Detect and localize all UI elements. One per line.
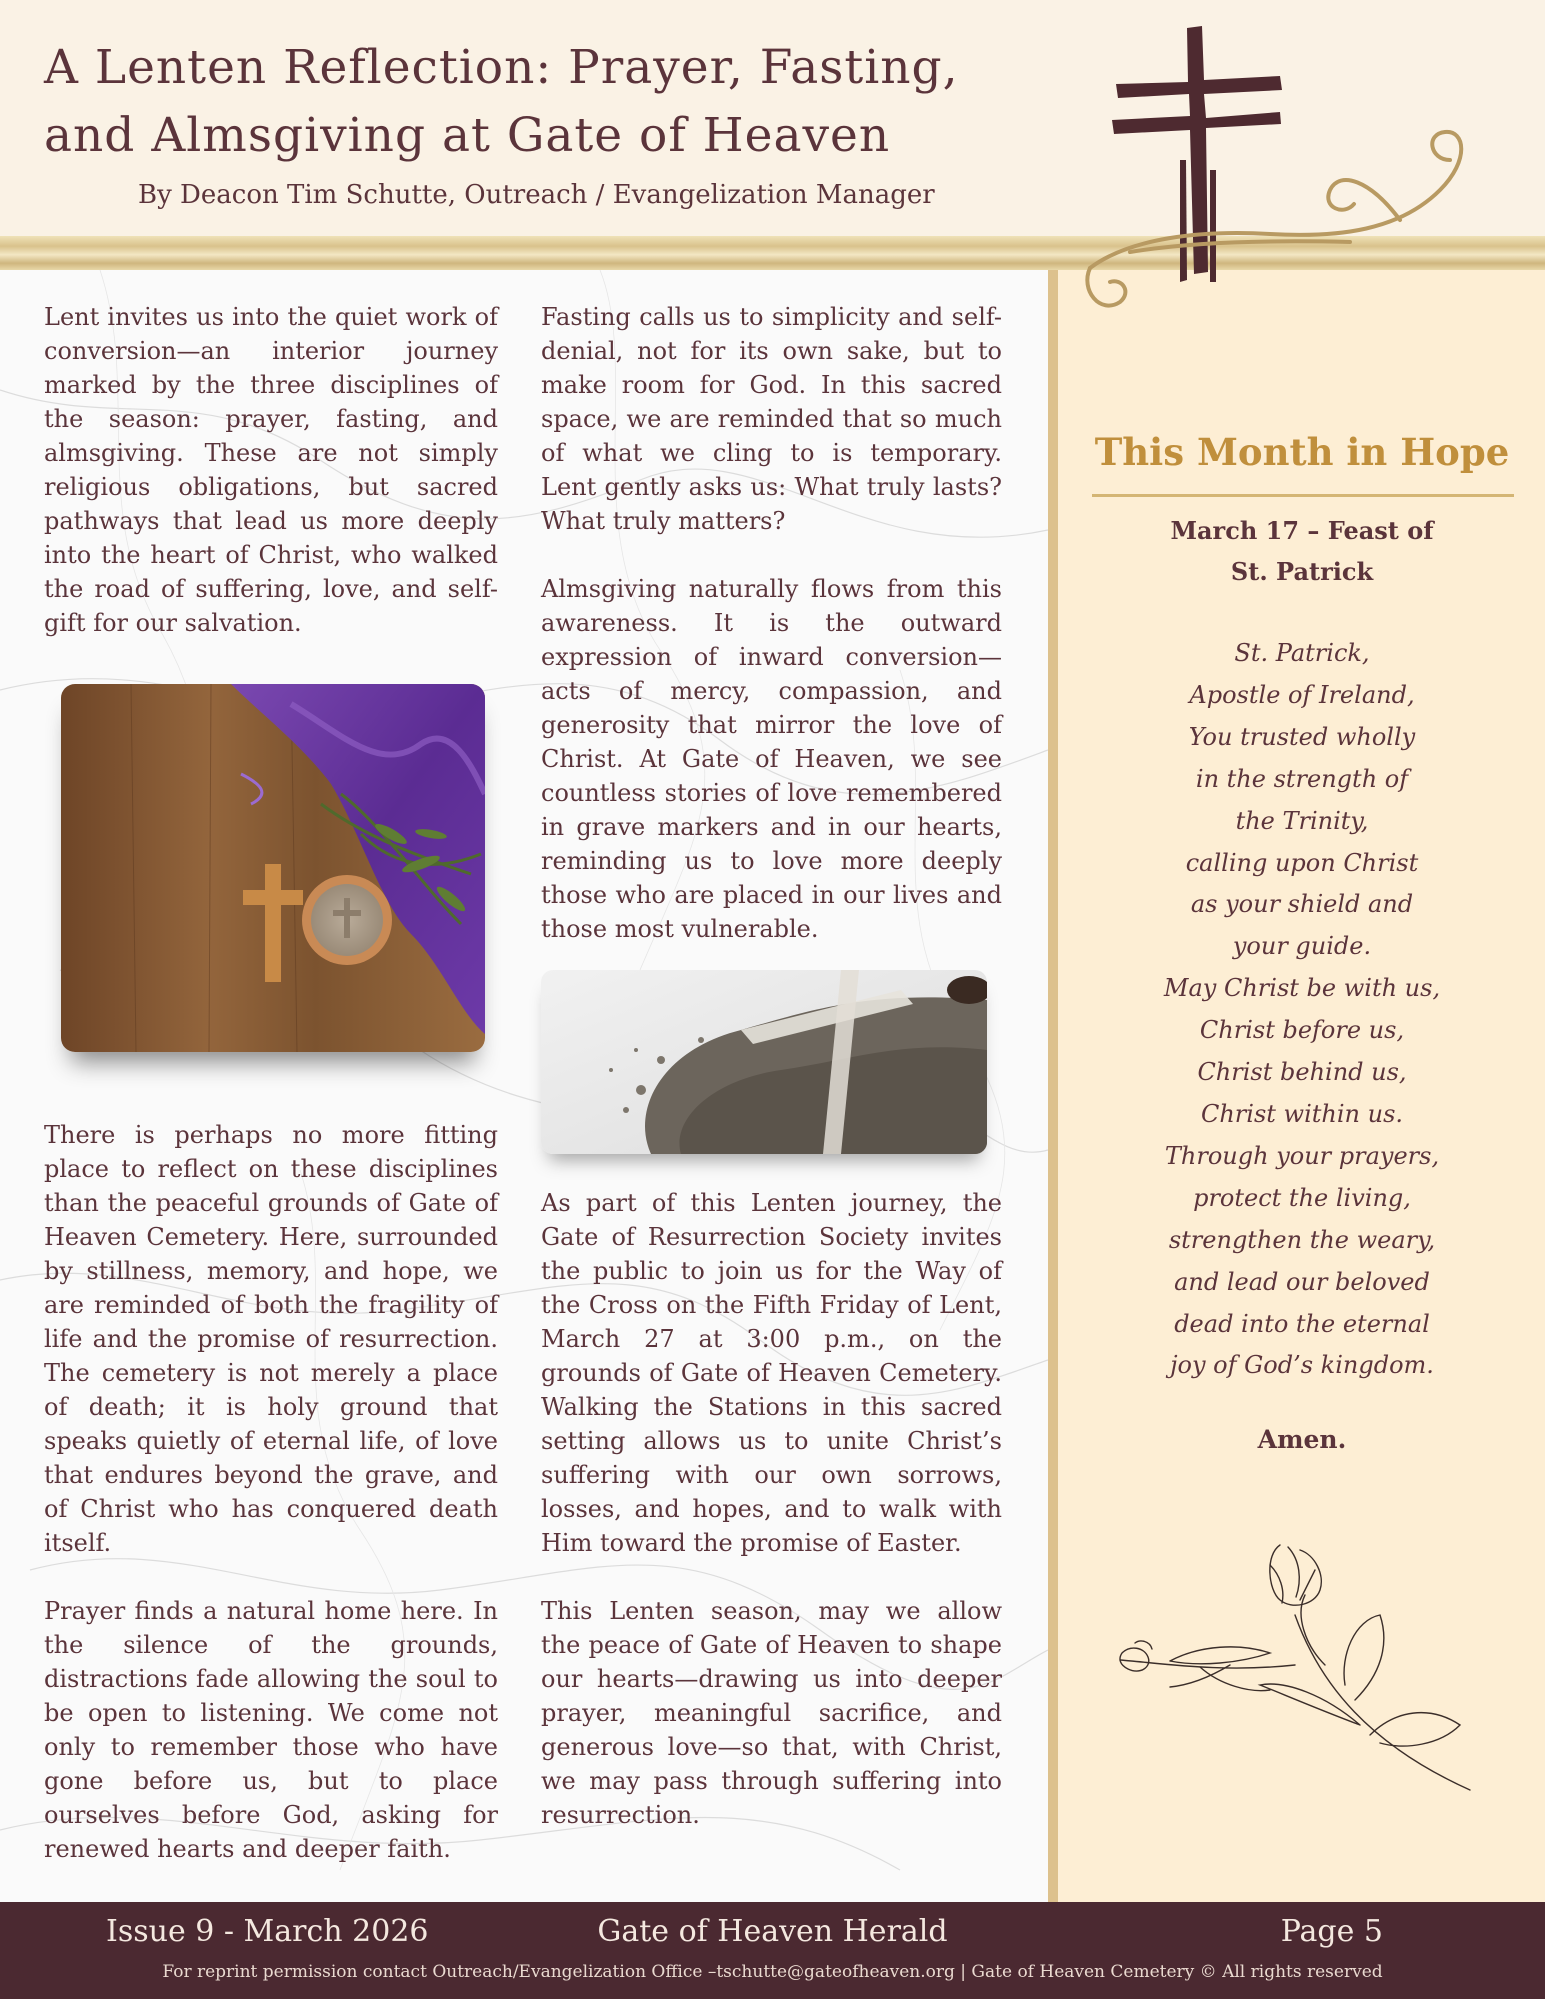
prayer-line: strengthen the weary, [1168,1225,1436,1254]
prayer-line: in the strength of [1195,764,1409,793]
sidebar-title: This Month in Hope [1094,430,1510,474]
vertical-divider [1048,270,1058,1902]
feast-saint: St. Patrick [1230,557,1374,586]
prayer-line: Apostle of Ireland, [1189,680,1415,709]
prayer-line: Through your prayers, [1164,1141,1440,1170]
reprint-notice: For reprint permission contact Outreach/Evangelization Office –tschutte@gateofheaven.org | Gate of Heaven Cemetery © All rights reserved [162,1962,1383,1982]
lent-cross-ashes-photo [61,684,485,1052]
sidebar-title-rule [1092,494,1514,497]
article-column-1-top [44,300,498,640]
paragraph-lent-intro: Lent invites us into the quiet work of conversion—an interior journey marked by the three disciplines of the season: prayer, fasting, and almsgiving. These are not simply religious obligations, but sacred pathways that lead us more deeply into the heart of Christ, who walked the road of suffering, love, and self-gift for our salvation. [44,303,498,637]
prayer-line: Christ behind us, [1197,1058,1407,1087]
paragraph-cemetery: There is perhaps no more fitting place to reflect on these disciplines than the peaceful grounds of Gate of Heaven Cemetery. Here, surrounded by stillness, memory, and hope, we are reminded of both the fragility of life and the promise of resurrection. The cemetery is not merely a place of death; it is holy ground that speaks quietly of eternal life, of love that endures beyond the grave, and of Christ who has conquered death itself. [44,1121,498,1557]
prayer-line: your guide. [1232,932,1372,961]
prayer-line: protect the living, [1193,1183,1411,1212]
prayer-line: Christ within us. [1200,1099,1404,1128]
prayer-line: Christ before us, [1199,1016,1405,1045]
prayer-amen: Amen. [1257,1425,1347,1454]
ash-cross-photo [541,970,987,1154]
paragraph-prayer: Prayer finds a natural home here. In the silence of the grounds, distractions fade allowing the soul to be open to listening. We come not only to remember those who have gone before us, but to place ourselves before God, asking for renewed hearts and deeper faith. [44,1597,498,1863]
title-line-2: and Almsgiving at Gate of Heaven [44,108,891,163]
tulip-flower-icon [1110,1535,1490,1795]
st-patrick-prayer [1102,633,1502,1387]
prayer-line: dead into the eternal [1174,1309,1430,1338]
prayer-line: St. Patrick, [1234,639,1370,667]
prayer-line: joy of God’s kingdom. [1170,1351,1434,1380]
prayer-line: You trusted wholly [1188,722,1416,751]
prayer-line: calling upon Christ [1185,848,1419,877]
article-column-1-bottom [44,1118,498,1866]
publication-name: Gate of Heaven Herald [597,1914,948,1949]
prayer-line: May Christ be with us, [1163,974,1441,1003]
issue-label: Issue 9 - March 2026 [106,1914,429,1949]
article-byline: By Deacon Tim Schutte, Outreach / Evangelization Manager [138,180,935,210]
feast-date: March 17 – Feast of [1170,516,1434,545]
article-title [44,34,1044,170]
paragraph-almsgiving: Almsgiving naturally flows from this awareness. It is the outward expression of inward conversion—acts of mercy, compassion, and generosity that mirror the love of Christ. At Gate of Heaven, we see countless stories of love remembered in grave markers and in our hearts, reminding us to love more deeply those who are placed in our lives and those most vulnerable. [541,575,1002,943]
paragraph-way-of-cross: As part of this Lenten journey, the Gate of Resurrection Society invites the public to join us for the Way of the Cross on the Fifth Friday of Lent, March 27 at 3:00 p.m., on the grounds of Gate of Heaven Cemetery. Walking the Stations in this sacred setting allows us to unite Christ’s suffering with our own sorrows, losses, and hopes, and to walk with Him toward the promise of Easter. [541,1189,1002,1557]
paragraph-fasting: Fasting calls us to simplicity and self-denial, not for its own sake, but to make room for God. In this sacred space, we are reminded that so much of what we cling to is temporary. Lent gently asks us: What truly lasts? What truly matters? [541,303,1002,535]
title-line-1: A Lenten Reflection: Prayer, Fasting, [44,40,959,95]
paragraph-closing: This Lenten season, may we allow the peace of Gate of Heaven to shape our hearts—drawing us into deeper prayer, meaningful sacrifice, and generous love—so that, with Christ, we may pass through suffering into resurrection. [541,1597,1002,1829]
feast-heading [1112,510,1492,592]
article-column-2-bottom [541,1186,1002,1832]
prayer-line: as your shield and [1190,890,1414,919]
prayer-line: and lead our beloved [1174,1267,1430,1296]
cross-flourish-icon [1070,20,1490,320]
article-column-2-top [541,300,1002,946]
page-number: Page 5 [1280,1914,1383,1949]
prayer-line: the Trinity, [1235,806,1369,835]
page-footer [0,1902,1545,1999]
